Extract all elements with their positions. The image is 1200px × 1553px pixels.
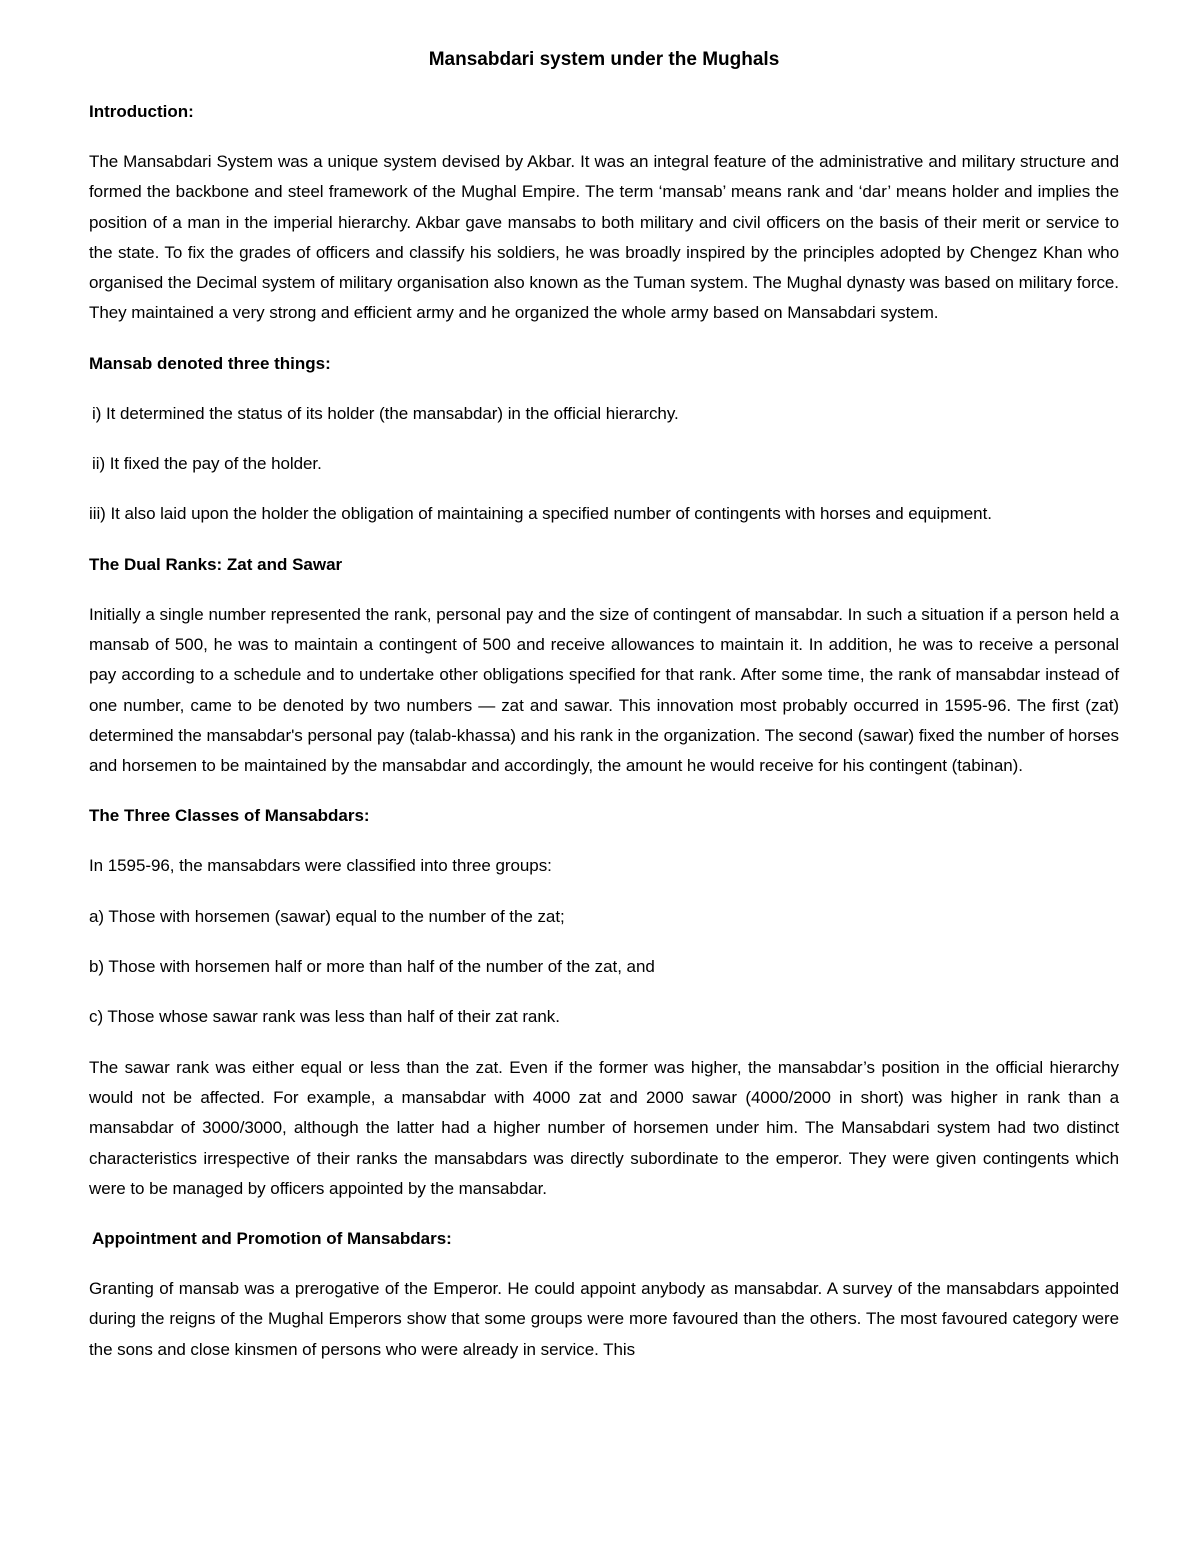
list-item: ii) It fixed the pay of the holder.: [92, 454, 322, 474]
introduction-paragraph: The Mansabdari System was a unique system devised by Akbar. It was an integral feature of the administrative and military structure and formed the backbone and steel framework of the Mughal Empire. The term ‘mansab’ means rank and ‘dar’ means holder and implies the position of a man in the imperial hierarchy. Akbar gave mansabs to both military and civil officers on the basis of their merit or service to the state. To fix the grades of officers and classify his soldiers, he was broadly inspired by the principles adopted by Chengez Khan who organised the Decimal system of military organisation also known as the Tuman system. The Mughal dynasty was based on military force. They maintained a very strong and efficient army and he organized the whole army based on Mansabdari system.: [89, 152, 1119, 323]
three-classes-paragraph: The sawar rank was either equal or less than the zat. Even if the former was higher, the mansabdar’s position in the official hierarchy would not be affected. For example, a mansabdar with 4000 zat and 2000 sawar (4000/2000 in short) was higher in rank than a mansabdar of 3000/3000, although the latter had a higher number of horsemen under him. The Mansabdari system had two distinct characteristics irrespective of their ranks the mansabdars was directly subordinate to the emperor. They were given contingents which were to be managed by officers appointed by the mansabdar.: [89, 1057, 1119, 1198]
document-page: [89, 48, 1119, 1385]
list-item: a) Those with horsemen (sawar) equal to the number of the zat;: [89, 906, 565, 926]
list-item: iii) It also laid upon the holder the obligation of maintaining a specified number of contingents with horses and equipment.: [89, 504, 992, 524]
section-heading-mansab-denoted: Mansab denoted three things:: [89, 353, 331, 373]
list-item: b) Those with horsemen half or more than half of the number of the zat, and: [89, 957, 655, 977]
appointment-paragraph: Granting of mansab was a prerogative of the Emperor. He could appoint anybody as mansabdar. A survey of the mansabdars appointed during the reigns of the Mughal Emperors show that some groups were more favoured than the others. The most favoured category were the sons and close kinsmen of persons who were already in service. This: [89, 1279, 1119, 1359]
section-heading-appointment: Appointment and Promotion of Mansabdars:: [92, 1229, 452, 1249]
section-heading-introduction: Introduction:: [89, 102, 194, 121]
dual-ranks-paragraph: Initially a single number represented the rank, personal pay and the size of contingent of mansabdar. In such a situation if a person held a mansab of 500, he was to maintain a contingent of 500 and receive allowances to maintain it. In addition, he was to receive a personal pay according to a schedule and to undertake other obligations specified for that rank. After some time, the rank of mansabdar instead of one number, came to be denoted by two numbers — zat and sawar. This innovation most probably occurred in 1595-96. The first (zat) determined the mansabdar's personal pay (talab-khassa) and his rank in the organization. The second (sawar) fixed the number of horses and horsemen to be maintained by the mansabdar and accordingly, the amount he would receive for his contingent (tabinan).: [89, 604, 1119, 776]
section-heading-dual-ranks: The Dual Ranks: Zat and Sawar: [89, 554, 343, 574]
three-classes-intro: In 1595-96, the mansabdars were classified into three groups:: [89, 856, 552, 876]
page-title: Mansabdari system under the Mughals: [428, 49, 780, 70]
list-item: c) Those whose sawar rank was less than half of their zat rank.: [89, 1007, 560, 1027]
list-item: i) It determined the status of its holder (the mansabdar) in the official hierarchy.: [92, 403, 679, 423]
section-heading-three-classes: The Three Classes of Mansabdars:: [89, 806, 370, 826]
